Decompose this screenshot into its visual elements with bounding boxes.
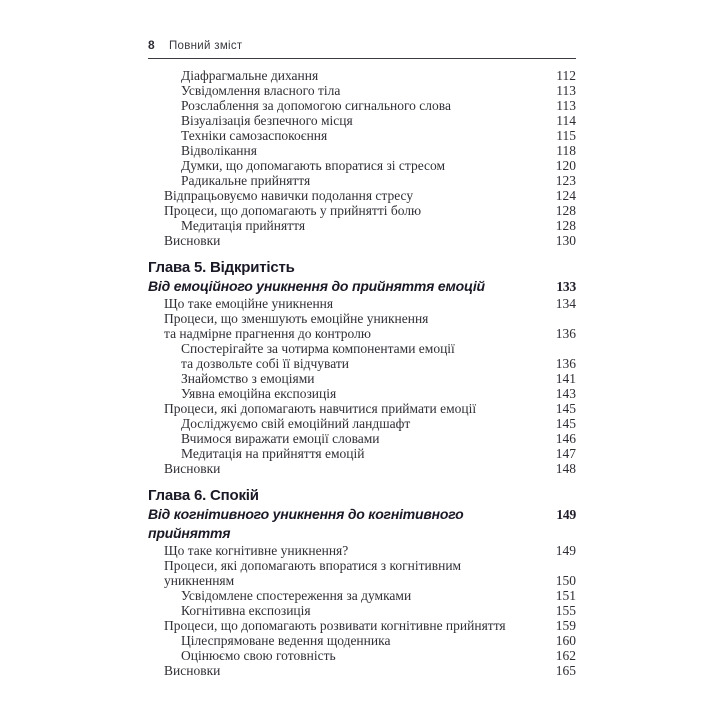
toc-entry-title: уникненням — [164, 573, 235, 588]
toc-entry-title: Процеси, які допомагають впоратися з когнітивним — [164, 558, 462, 573]
toc-entry-line — [148, 188, 576, 203]
toc-entry-line — [148, 341, 576, 356]
chapter-subtitle — [148, 277, 576, 296]
toc-entry-line — [148, 203, 576, 218]
toc-entry-page: 130 — [555, 233, 576, 248]
toc-entry-title: Вчимося виражати емоції словами — [181, 431, 380, 446]
toc-entry-title: Процеси, що допомагають у прийнятті болю — [164, 203, 422, 218]
toc-entry-title: та надмірне прагнення до контролю — [164, 326, 371, 341]
toc-entry-line — [148, 158, 576, 173]
chapter-subtitle-page: 133 — [556, 279, 576, 294]
toc-entry-line — [148, 296, 576, 311]
toc-entry-title: Відволікання — [181, 143, 257, 158]
toc-entry-title: Процеси, які допомагають навчитися приймати емоції — [164, 401, 477, 416]
toc-entry-title: Відпрацьовуємо навички подолання стресу — [164, 188, 414, 203]
toc-entry-title: Процеси, що допомагають розвивати когнітивне прийняття — [164, 618, 506, 633]
toc-entry-page: 113 — [556, 98, 576, 113]
running-title: Повний зміст — [168, 40, 243, 52]
toc-entry-line — [148, 218, 576, 233]
toc-entry-line — [148, 663, 576, 678]
toc-entry-page: 162 — [555, 648, 576, 663]
toc-entry-page: 150 — [555, 573, 576, 588]
toc-entry-line — [148, 113, 576, 128]
toc-entry-line — [148, 543, 576, 558]
toc-entry-line — [148, 633, 576, 648]
toc-entry-title: Досліджуємо свій емоційний ландшафт — [181, 416, 411, 431]
toc-entry-page: 120 — [555, 158, 576, 173]
toc-entry-line — [148, 143, 576, 158]
chapter-subtitle-text: Від емоційного уникнення до прийняття емоцій — [148, 278, 485, 294]
toc-entry-line — [148, 446, 576, 461]
toc-entry-line — [148, 603, 576, 618]
toc-entry-title: Усвідомлення власного тіла — [181, 83, 341, 98]
toc-entry-line — [148, 98, 576, 113]
toc-entry-title: Радикальне прийняття — [181, 173, 311, 188]
toc-entry-title: Когнітивна експозиція — [181, 603, 311, 618]
toc-entry-title: Медитація на прийняття емоцій — [181, 446, 365, 461]
toc-entry-page: 115 — [556, 128, 576, 143]
toc-entry-line — [148, 461, 576, 476]
toc-entry-page: 128 — [555, 218, 576, 233]
chapter-heading: Глава 5. Відкритість — [148, 259, 295, 276]
toc-entry-title: Що таке емоційне уникнення — [164, 296, 334, 311]
toc-entry-line — [148, 233, 576, 248]
chapter-heading: Глава 6. Спокій — [148, 487, 259, 504]
chapter-subtitle-page: 149 — [556, 507, 576, 522]
toc-entry-title: Усвідомлене спостереження за думками — [181, 588, 412, 603]
toc-entry-page: 155 — [555, 603, 576, 618]
toc-entry-page: 141 — [555, 371, 576, 386]
toc-entry-page: 145 — [555, 401, 576, 416]
toc-entry-page: 118 — [556, 143, 576, 158]
toc-entry-title: Розслаблення за допомогою сигнального слова — [181, 98, 451, 113]
toc-entry-line — [148, 648, 576, 663]
toc-entry-title: Що таке когнітивне уникнення? — [164, 543, 349, 558]
toc-entry-page: 136 — [555, 326, 576, 341]
toc-entry-page: 165 — [555, 663, 576, 678]
chapter-subtitle-text: Від когнітивного уникнення до когнітивного прийняття — [148, 506, 464, 541]
toc-entry-title: Медитація прийняття — [181, 218, 306, 233]
toc-entry-line — [148, 573, 576, 588]
toc-entry-page: 112 — [556, 68, 576, 83]
toc-entry-title: Висновки — [164, 233, 221, 248]
toc-entry-line — [148, 311, 576, 326]
page-number: 8 — [148, 38, 155, 52]
toc-entry-title: та дозвольте собі її відчувати — [181, 356, 349, 371]
toc-entry-page: 134 — [555, 296, 576, 311]
toc-entry-title: Техніки самозаспокоєння — [181, 128, 328, 143]
toc-entry-title: Цілеспрямоване ведення щоденника — [181, 633, 391, 648]
toc-entry-page: 159 — [555, 618, 576, 633]
toc-entry-title: Висновки — [164, 461, 221, 476]
toc-entry-line — [148, 558, 576, 573]
toc-entry-title: Оцінюємо свою готовність — [181, 648, 336, 663]
toc-entry-title: Спостерігайте за чотирма компонентами емоції — [181, 341, 455, 356]
toc-entry-page: 147 — [555, 446, 576, 461]
toc-entry-title: Процеси, що зменшують емоційне уникнення — [164, 311, 429, 326]
toc-entry-line — [148, 416, 576, 431]
toc-entry-title: Знайомство з емоціями — [181, 371, 315, 386]
toc-entry-line — [148, 401, 576, 416]
toc-entry-page: 136 — [555, 356, 576, 371]
toc-entry-line — [148, 326, 576, 341]
toc-entry-page: 124 — [555, 188, 576, 203]
running-header — [148, 38, 576, 59]
toc-entry-page: 146 — [555, 431, 576, 446]
toc-entry-page: 143 — [555, 386, 576, 401]
toc-entry-line — [148, 431, 576, 446]
toc-entry-line — [148, 83, 576, 98]
toc-entry-line — [148, 588, 576, 603]
toc-entry-page: 160 — [555, 633, 576, 648]
toc-entry-line — [148, 173, 576, 188]
toc-entry-title: Візуалізація безпечного місця — [181, 113, 353, 128]
toc-entry-page: 145 — [555, 416, 576, 431]
toc-entry-page: 148 — [555, 461, 576, 476]
toc-entry-line — [148, 386, 576, 401]
toc-entry-page: 151 — [555, 588, 576, 603]
chapter-subtitle — [148, 505, 576, 543]
toc-entry-title: Діафрагмальне дихання — [181, 68, 319, 83]
toc-entry-page: 114 — [556, 113, 576, 128]
toc-entry-line — [148, 618, 576, 633]
toc-entry-title: Висновки — [164, 663, 221, 678]
toc-entry-page: 128 — [555, 203, 576, 218]
toc-entry-page: 113 — [556, 83, 576, 98]
toc-entry-line — [148, 128, 576, 143]
toc-entry-title: Думки, що допомагають впоратися зі стресом — [181, 158, 446, 173]
table-of-contents — [148, 68, 576, 678]
toc-entry-page: 149 — [555, 543, 576, 558]
toc-entry-title: Уявна емоційна експозиція — [181, 386, 337, 401]
toc-entry-page: 123 — [555, 173, 576, 188]
toc-entry-line — [148, 356, 576, 371]
toc-entry-line — [148, 68, 576, 83]
toc-entry-line — [148, 371, 576, 386]
